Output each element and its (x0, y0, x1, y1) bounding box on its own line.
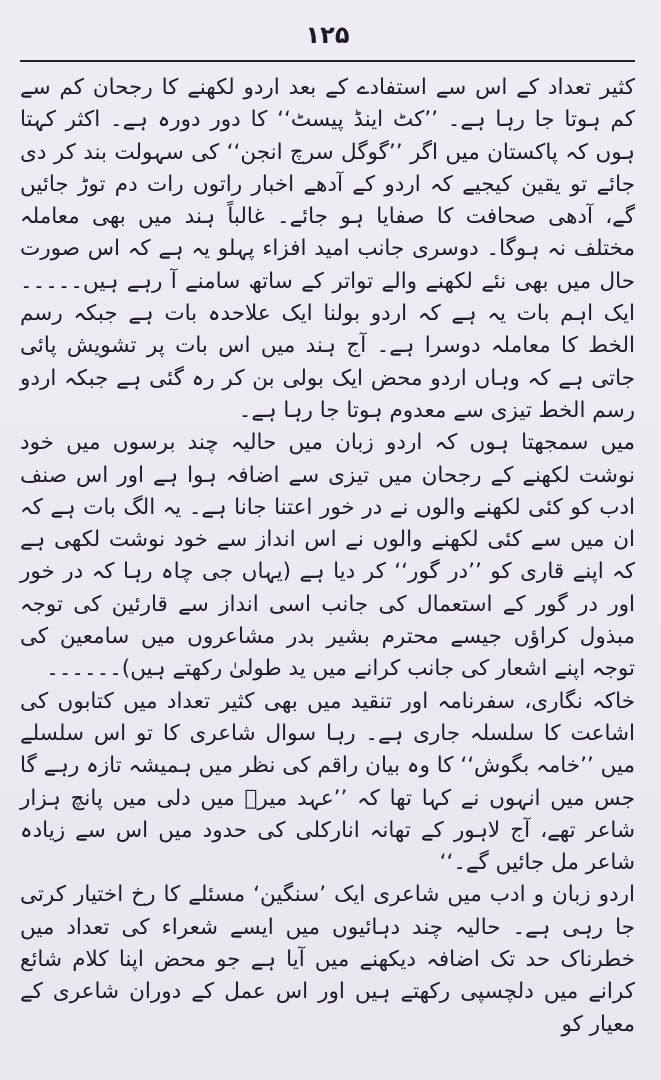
header-rule (20, 60, 635, 62)
paragraph: اردو زبان و ادب میں شاعری ایک ’سنگین‘ مسئلے کا رخ اختیار کرتی جا رہی ہے۔ حالیہ چند دہائیوں میں ایسے شعراء کی تعداد میں خطرناک حد تک اضافہ دیکھنے میں آیا ہے جو محض اپنا کلام شائع کرانے میں دلچسپی رکھتے ہیں اور اس عمل کے دوران شاعری کے معیار کو (20, 882, 635, 1037)
page-number: ۱۲۵ (305, 21, 350, 49)
body-text (20, 72, 635, 1041)
paragraph: خاکہ نگاری، سفرنامہ اور تنقید میں بھی کثیر تعداد میں کتابوں کی اشاعت کا سلسلہ جاری ہے۔ رہا سوال شاعری کا تو اس سلسلے میں ’’خامہ بگوش‘‘ کا وہ بیان راقم کی نظر میں ہمیشہ تازہ رہے گا جس میں انہوں نے کہا تھا کہ ’’عہد میرؔ میں دلی میں پانچ ہزار شاعر تھے، آج لاہور کے تھانہ انارکلی کی حدود میں اس سے زیادہ شاعر مل جائیں گے۔‘‘ (20, 688, 635, 876)
paragraph: میں سمجھتا ہوں کہ اردو زبان میں حالیہ چند برسوں میں خود نوشت لکھنے کے رجحان میں تیزی سے اضافہ ہوا ہے اور اس صنف ادب کو کئی لکھنے والوں نے در خور اعتنا جانا ہے۔ یہ الگ بات ہے کہ ان میں سے کئی لکھنے والوں نے اس انداز سے خود نوشت لکھی ہے کہ اپنے قاری کو ’’در گور‘‘ کر دیا ہے (یہاں جی چاہ رہا کہ در خور اور در گور کے استعمال کی جانب اسی انداز سے قارئین کی توجہ مبذول کراؤں جیسے محترم بشیر بدر مشاعروں میں سامعین کی توجہ اپنے اشعار کی جانب کرانے میں ید طولیٰ رکھتے ہیں)۔۔۔۔۔۔ (20, 430, 635, 682)
paragraph: کثیر تعداد کے اس سے استفادے کے بعد اردو لکھنے کا رجحان کم سے کم ہوتا جا رہا ہے۔ ’’کٹ اینڈ پیسٹ‘‘ کا دور دورہ ہے۔ اکثر کہتا ہوں کہ پاکستان میں اگر ’’گوگل سرچ انجن‘‘ کی سہولت بند کر دی جائے تو یقین کیجیے کہ اردو کے آدھے اخبار راتوں رات دم توڑ جائیں گے، آدھی صحافت کا صفایا ہو جائے۔ غالباً ہند میں بھی معاملہ مختلف نہ ہوگا۔ دوسری جانب امید افزاء پہلو یہ ہے کہ اس صورت حال میں بھی نئے لکھنے والے تواتر کے ساتھ سامنے آ رہے ہیں۔۔۔۔۔ایک اہم بات یہ ہے کہ اردو بولنا ایک علاحدہ بات ہے جبکہ رسم الخط کا معاملہ دوسرا ہے۔ آج ہند میں اس بات پر تشویش پائی جاتی ہے کہ وہاں اردو محض ایک بولی بن کر رہ گئی ہے جبکہ اردو رسم الخط تیزی سے معدوم ہوتا جا رہا ہے۔ (20, 75, 635, 423)
